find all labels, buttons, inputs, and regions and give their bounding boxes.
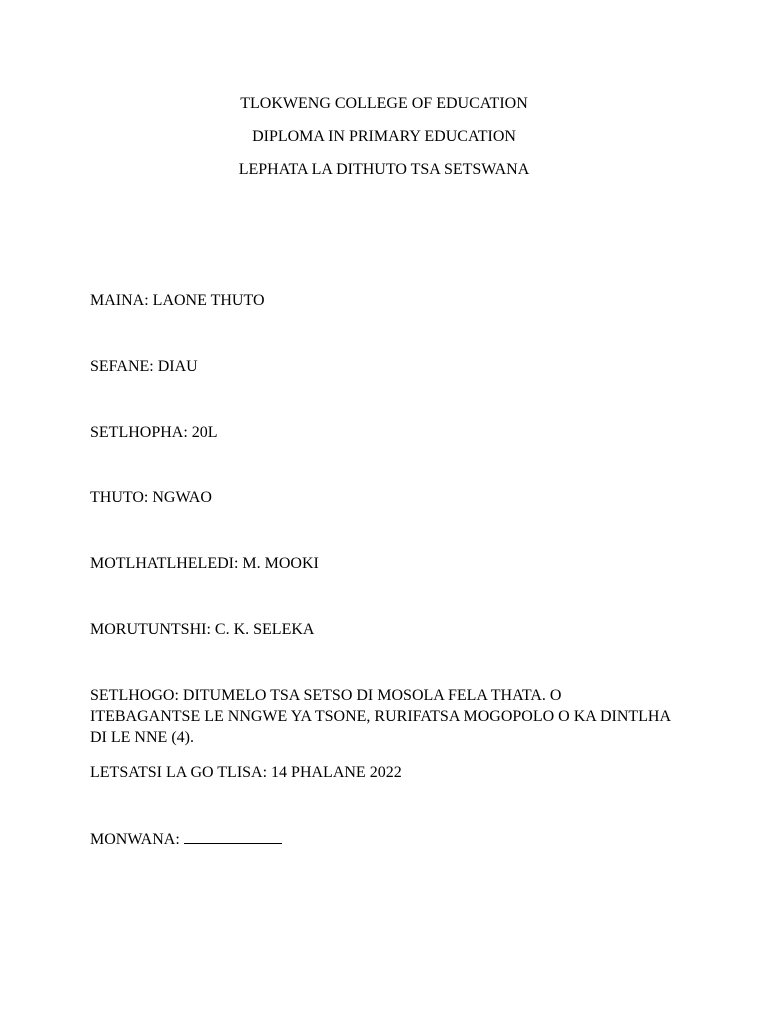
topic-field: SETLHOGO: DITUMELO TSA SETSO DI MOSOLA FELA THATA. O ITEBAGANTSE LE NNGWE YA TSONE, RURIFATSA MOGOPOLO O KA DINTLHA DI LE NNE (4). (90, 687, 671, 746)
student-teacher-field: MORUTUNTSHI: C. K. SELEKA (90, 621, 315, 638)
department-name: LEPHATA LA DITHUTO TSA SETSWANA (238, 161, 530, 178)
subject-field: THUTO: NGWAO (90, 489, 212, 506)
due-date-field: LETSATSI LA GO TLISA: 14 PHALANE 2022 (90, 764, 402, 781)
signature-field (90, 829, 690, 850)
surname-field: SEFANE: DIAU (90, 358, 198, 375)
student-name-field: MAINA: LAONE THUTO (90, 292, 265, 309)
programme-name: DIPLOMA IN PRIMARY EDUCATION (252, 128, 516, 145)
signature-label: MONWANA: (90, 831, 180, 848)
lecturer-field: MOTLHATLHELEDI: M. MOOKI (90, 555, 319, 572)
group-field: SETLHOPHA: 20L (90, 424, 218, 441)
signature-blank-line[interactable] (184, 829, 282, 844)
college-name: TLOKWENG COLLEGE OF EDUCATION (240, 95, 528, 112)
